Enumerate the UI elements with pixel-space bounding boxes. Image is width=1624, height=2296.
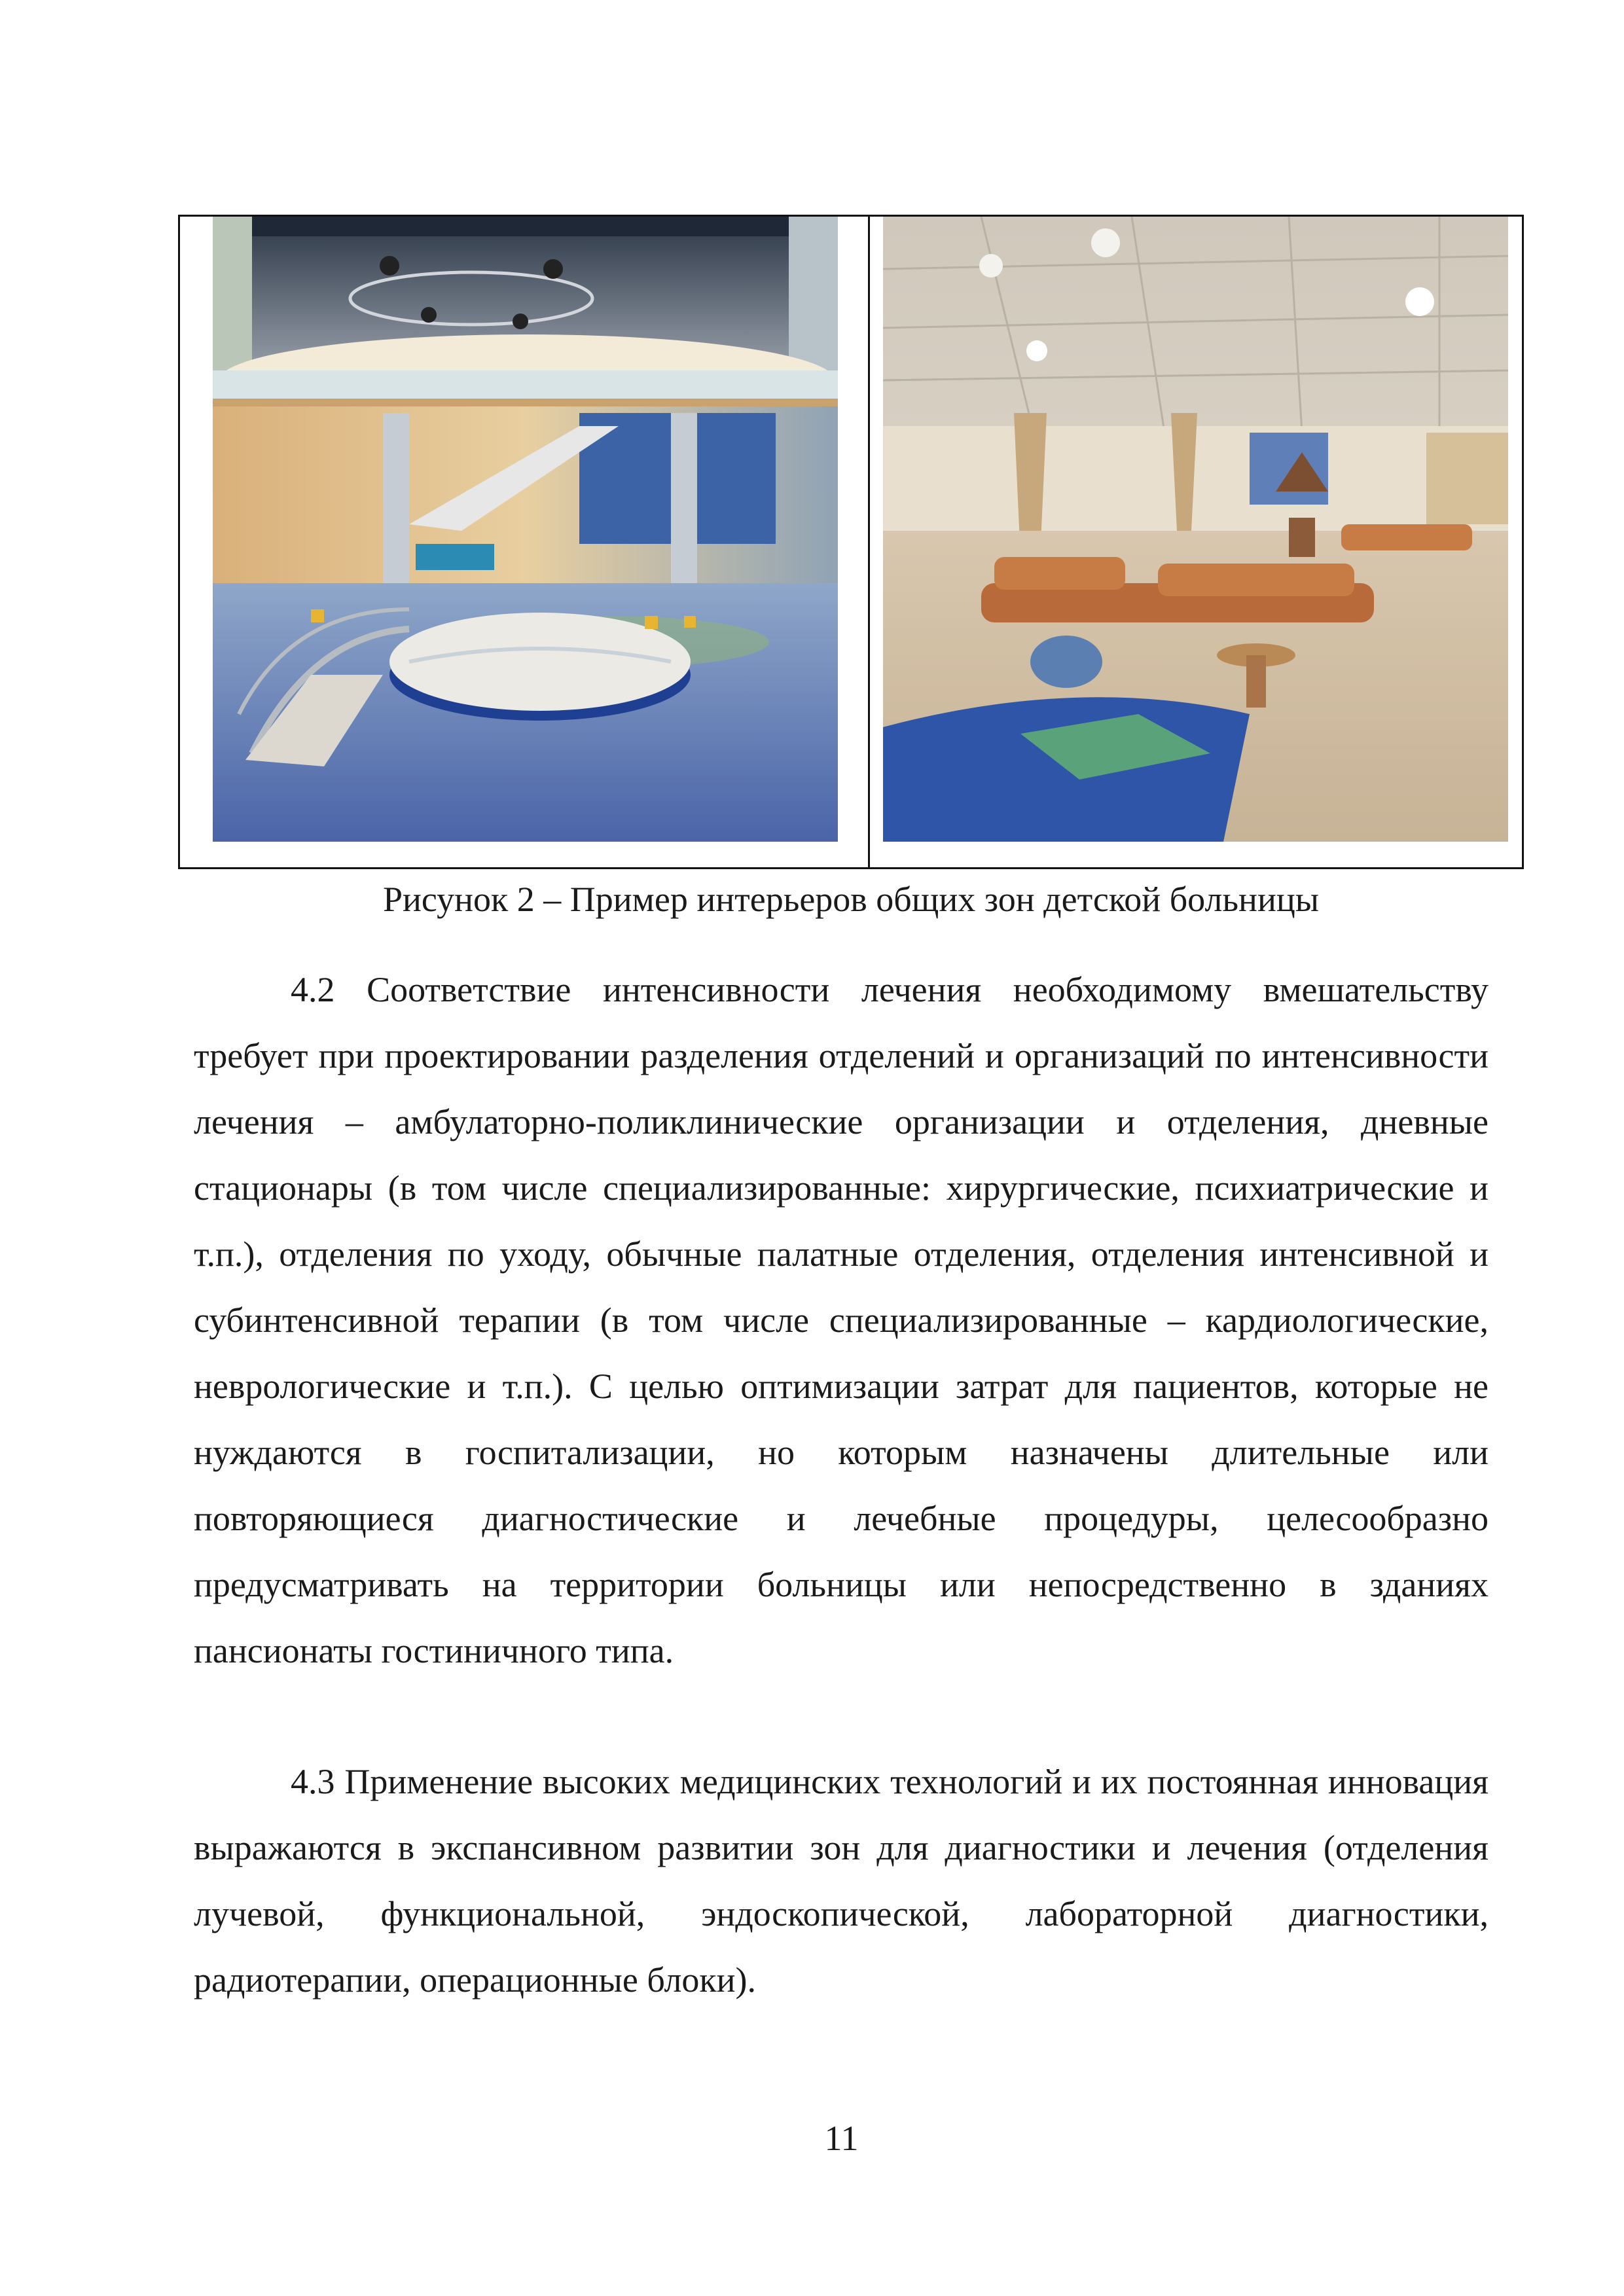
figure-cell-right (870, 217, 1522, 867)
atrium-photo (213, 217, 838, 842)
figure-cell-left (180, 217, 870, 867)
paragraph-4-2: 4.2 Соответствие интенсивности лечения необходимому вмешательству требует при проектировании разделения отделений и организаций по интенсивности лечения – амбулаторно-поликлинические организации и отделения, дневные стационары (в том числе специализированные: хирургические, психиатрические и т.п.), отделения по уходу, обычные палатные отделения, отделения интенсивной и субинтенсивной терапии (в том числе специализированные – кардиологические, неврологические и т.п.). С целью оптимизации затрат для пациентов, которые не нуждаются в госпитализации, но которым назначены длительные или повторяющиеся диагностические и лечебные процедуры, целесообразно предусматривать на территории больницы или непосредственно в зданиях пансионаты гостиничного типа. (194, 970, 1489, 1670)
page-number: 11 (824, 2119, 859, 2158)
paragraph-4-3: 4.3 Применение высоких медицинских технологий и их постоянная инновация выражаются в экспансивном развитии зон для диагностики и лечения (отделения лучевой, функциональной, эндоскопической, лабораторной диагностики, радиотерапии, операционные блоки). (194, 1762, 1489, 2000)
waiting-area-photo (883, 217, 1508, 842)
figure-table (178, 215, 1524, 869)
figure-caption: Рисунок 2 – Пример интерьеров общих зон детской больницы (382, 880, 1320, 919)
